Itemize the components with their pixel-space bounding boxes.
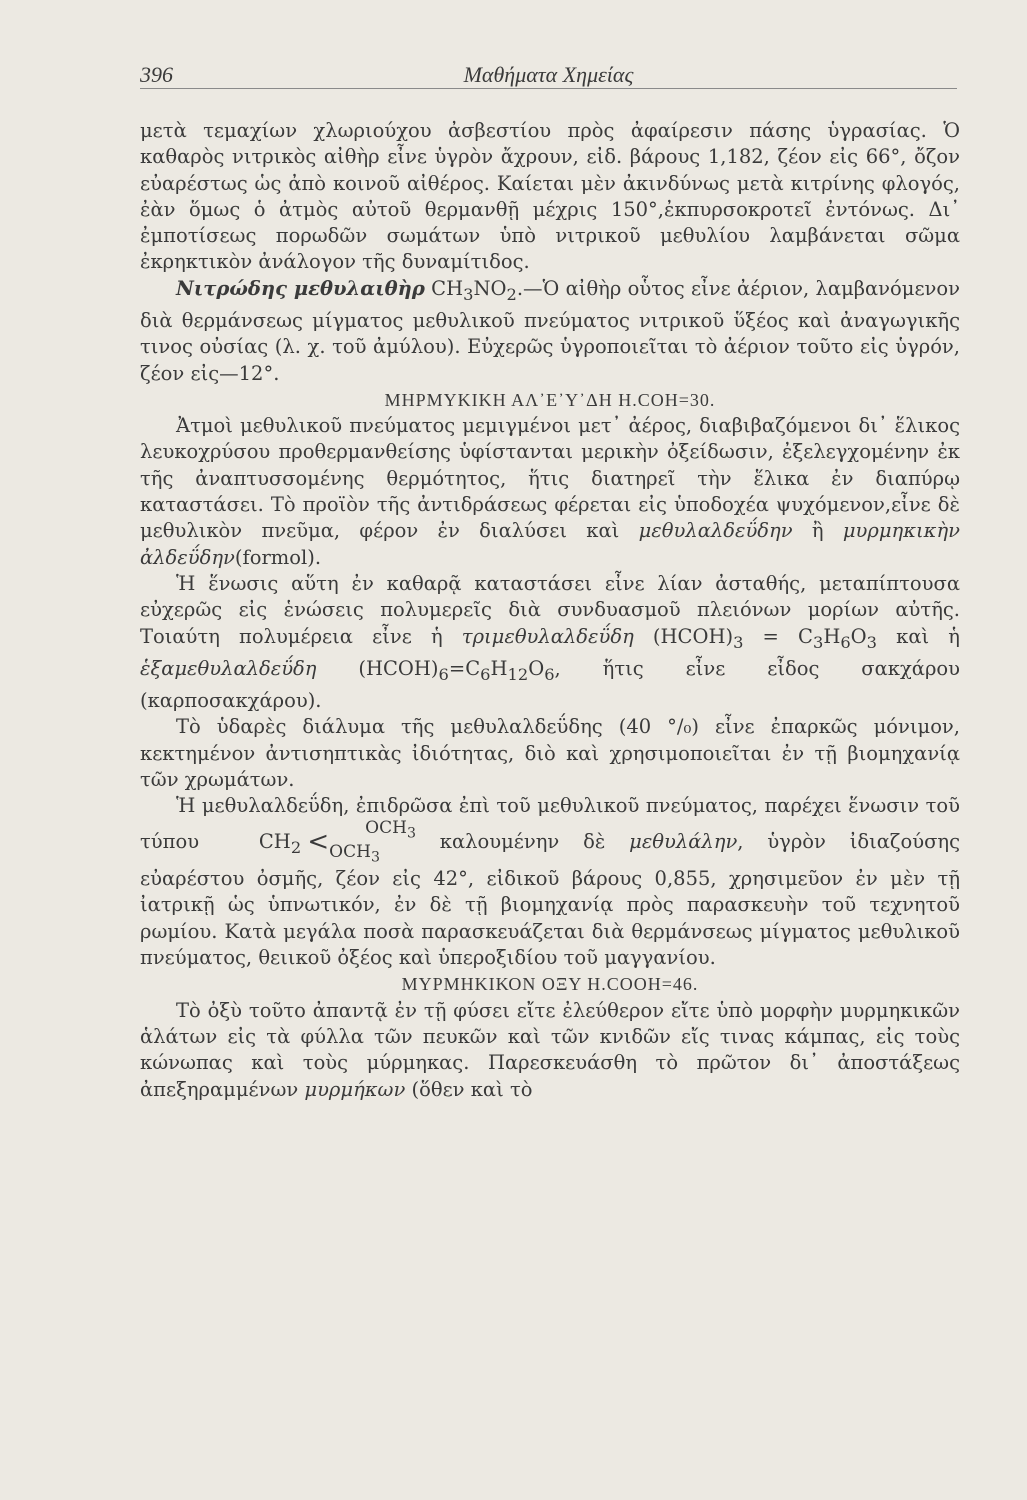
term-formic-aldehyde: μυρμηκικὴν ἀλδεΰδην (140, 519, 960, 569)
page-header (140, 58, 957, 89)
running-title: Μαθήματα Χημείας (463, 62, 634, 87)
formula-trimer: $(HCOH)_3 = C_3H_6O_3$ (633, 624, 878, 652)
paragraph-formic-acid: Τὸ ὀξὺ τοῦτο ἀπαντᾷ ἐν τῇ φύσει εἴτε ἐλεύθερον εἴτε ὑπὸ μορφὴν μυρμηκικῶν ἁλάτων εἰς τὰ φύλλα τῶν πευκῶν καὶ τῶν κνιδῶν εἴς τινας κάμπας, εἰς τοὺς κώνωπας καὶ τοὺς μύρμηκας. Παρεσκευάσθη τὸ πρῶτον δι᾽ ἀποστάξεως ἀπεξηραμμένων μυρμήκων (ὅθεν καὶ τὸ (140, 998, 960, 1101)
term-methylal: μεθυλάλην (629, 830, 738, 854)
term-hexamethylaldehyde: ἑξαμεθυλαλδεΰδη (140, 656, 317, 680)
term-nitrous-methyl-ether: Νιτρώδης μεθυλαιθὴρ (176, 276, 425, 300)
term-ants: μυρμήκων (304, 1077, 406, 1101)
section-heading-formic-acid: ΜΥΡΜΗΚΙΚΟΝ ΟΞΥ Η.COOH=46. (401, 974, 699, 995)
term-methylaldehyde: μεθυλαλδεΰδην (638, 519, 793, 543)
paragraph-methylal: Ἡ μεθυλαλδεΰδη, ἐπιδρῶσα ἐπὶ τοῦ μεθυλικοῦ πνεύματος, παρέχει ἕνωσιν τοῦ τύπου $CH_2 < OCH_3$ $OCH_3$ καλουμένην δὲ μεθυλάλην, ὑγρὸν ἰδιαζούσης εὐαρέστου ὀσμῆς, ζέον εἰς 42°, εἰδικοῦ βάρους 0,855, χρησιμεῦον ἐν μὲν τῇ ἰατρικῇ ὡς ὑπνωτικόν, ἐν δὲ τῇ βιομηχανίᾳ πρὸς παρασκευὴν τοῦ τεχνητοῦ ρωμίου. Κατὰ μεγάλα ποσὰ παρασκευάζεται διὰ θερμάνσεως μίγματος μεθυλικοῦ πνεύματος, θειικοῦ ὀξέος καὶ ὑπεροξιδίου τοῦ μαγγανίου. (140, 794, 960, 970)
paragraph-nitrous-ether: Νιτρώδης μεθυλαιθὴρ $CH_3NO_2.—Ὁ$ αἰθὴρ οὗτος εἶνε ἀέριον, λαμβανόμενον διὰ θερμάνσεως μίγματος μεθυλικοῦ πνεύματος νιτρικοῦ ὕξέος καὶ ἀναγωγικῆς τινος οὐσίας (λ. χ. τοῦ ἀμύλου). Εὐχερῶς ὑγροποιεῖται τὸ ἀέριον τοῦτο εἰς ὑγρόν, ζέον εἰς—12°. (140, 276, 960, 385)
formula-methylal: $CH_2 < OCH_3$ $OCH_3$ (258, 818, 416, 866)
page-number: 396 (140, 62, 173, 87)
paragraph-polymers: Ἡ ἕνωσις αὕτη ἐν καθαρᾷ καταστάσει εἶνε λίαν ἀσταθής, μεταπίπτουσα εὐχερῶς εἰς ἑνώσεις πολυμερεῖς διὰ συνδυασμοῦ πλειόνων μορίων αὐτῆς. Τοιαύτη πολυμέρεια εἶνε ἡ τριμεθυλαλδεΰδη $(HCOH)_3 = C_3H_6O_3$ καὶ ἡ ἑξαμεθυλαλδεΰδη $(HCOH)_6=C_6H_{12}O_6$, ἥτις εἶνε εἶδος σακχάρου (καρποσακχάρου). (140, 571, 961, 712)
formula-hexamer: $(HCOH)_6=C_6H_{12}O_6$ (316, 656, 555, 684)
formula-ch3no2: $CH_3NO_2$ (431, 276, 517, 304)
paragraph-nitric-ether: μετὰ τεμαχίων χλωριούχου ἀσβεστίου πρὸς ἀφαίρεσιν πάσης ὑγρασίας. Ὁ καθαρὸς νιτρικὸς αἰθὴρ εἶνε ὑγρὸν ἄχρουν, εἰδ. βάρους 1,182, ζέον εἰς 66°, ὄζον εὐαρέστως ὡς ἀπὸ κοινοῦ αἰθέρος. Καίεται μὲν ἀκινδύνως μετὰ κιτρίνης φλογός, ἐὰν ὅμως ὁ ἀτμὸς αὐτοῦ θερμανθῇ μέχρις 150°,ἐκπυρσοκροτεῖ ἐντόνως. Δι᾽ ἐμποτίσεως πορωδῶν σωμάτων ὑπὸ νιτρικοῦ μεθυλίου λαμβάνεται σῶμα ἐκρηκτικὸν ἀνάλογον τῆς δυναμίτιδος. (140, 119, 960, 274)
section-heading-formaldehyde: ΜΗΡΜΥΚΙΚΗ ΑΛ᾽Ε᾽Υ᾽ΔΗ Η.COH=30. (384, 389, 716, 410)
body-text (140, 118, 960, 1103)
paragraph-formaldehyde-prep: Ἀτμοὶ μεθυλικοῦ πνεύματος μεμιγμένοι μετ᾽ ἀέρος, διαβιβαζόμενοι δι᾽ ἕλικος λευκοχρύσου προθερμανθείσης ὑφίστανται μερικὴν ὀξείδωσιν, ἐξελεγχομένην ἐκ τῆς ἀναπτυσσομένης θερμότητος, ἥτις διατηρεῖ τὴν ἕλικα ἐν διαπύρῳ καταστάσει. Τὸ προϊὸν τῆς ἀντιδράσεως φέρεται εἰς ὑποδοχέα ψυχόμενον,εἶνε δὲ μεθυλικὸν πνεῦμα, φέρον ἐν διαλύσει καὶ μεθυλαλδεΰδην ἢ μυρμηκικὴν ἀλδεΰδην(formol). (140, 414, 960, 569)
paragraph-aqueous-solution: Τὸ ὑδαρὲς διάλυμα τῆς μεθυλαλδεΰδης (40 °/₀) εἶνε ἐπαρκῶς μόνιμον, κεκτημένον ἀντισηπτικὰς ἰδιότητας, διὸ καὶ χρησιμοποιεῖται ἐν τῇ βιομηχανίᾳ τῶν χρωμάτων. (140, 715, 960, 791)
term-trimethylaldehyde: τριμεθυλαλδεΰδη (461, 624, 634, 648)
